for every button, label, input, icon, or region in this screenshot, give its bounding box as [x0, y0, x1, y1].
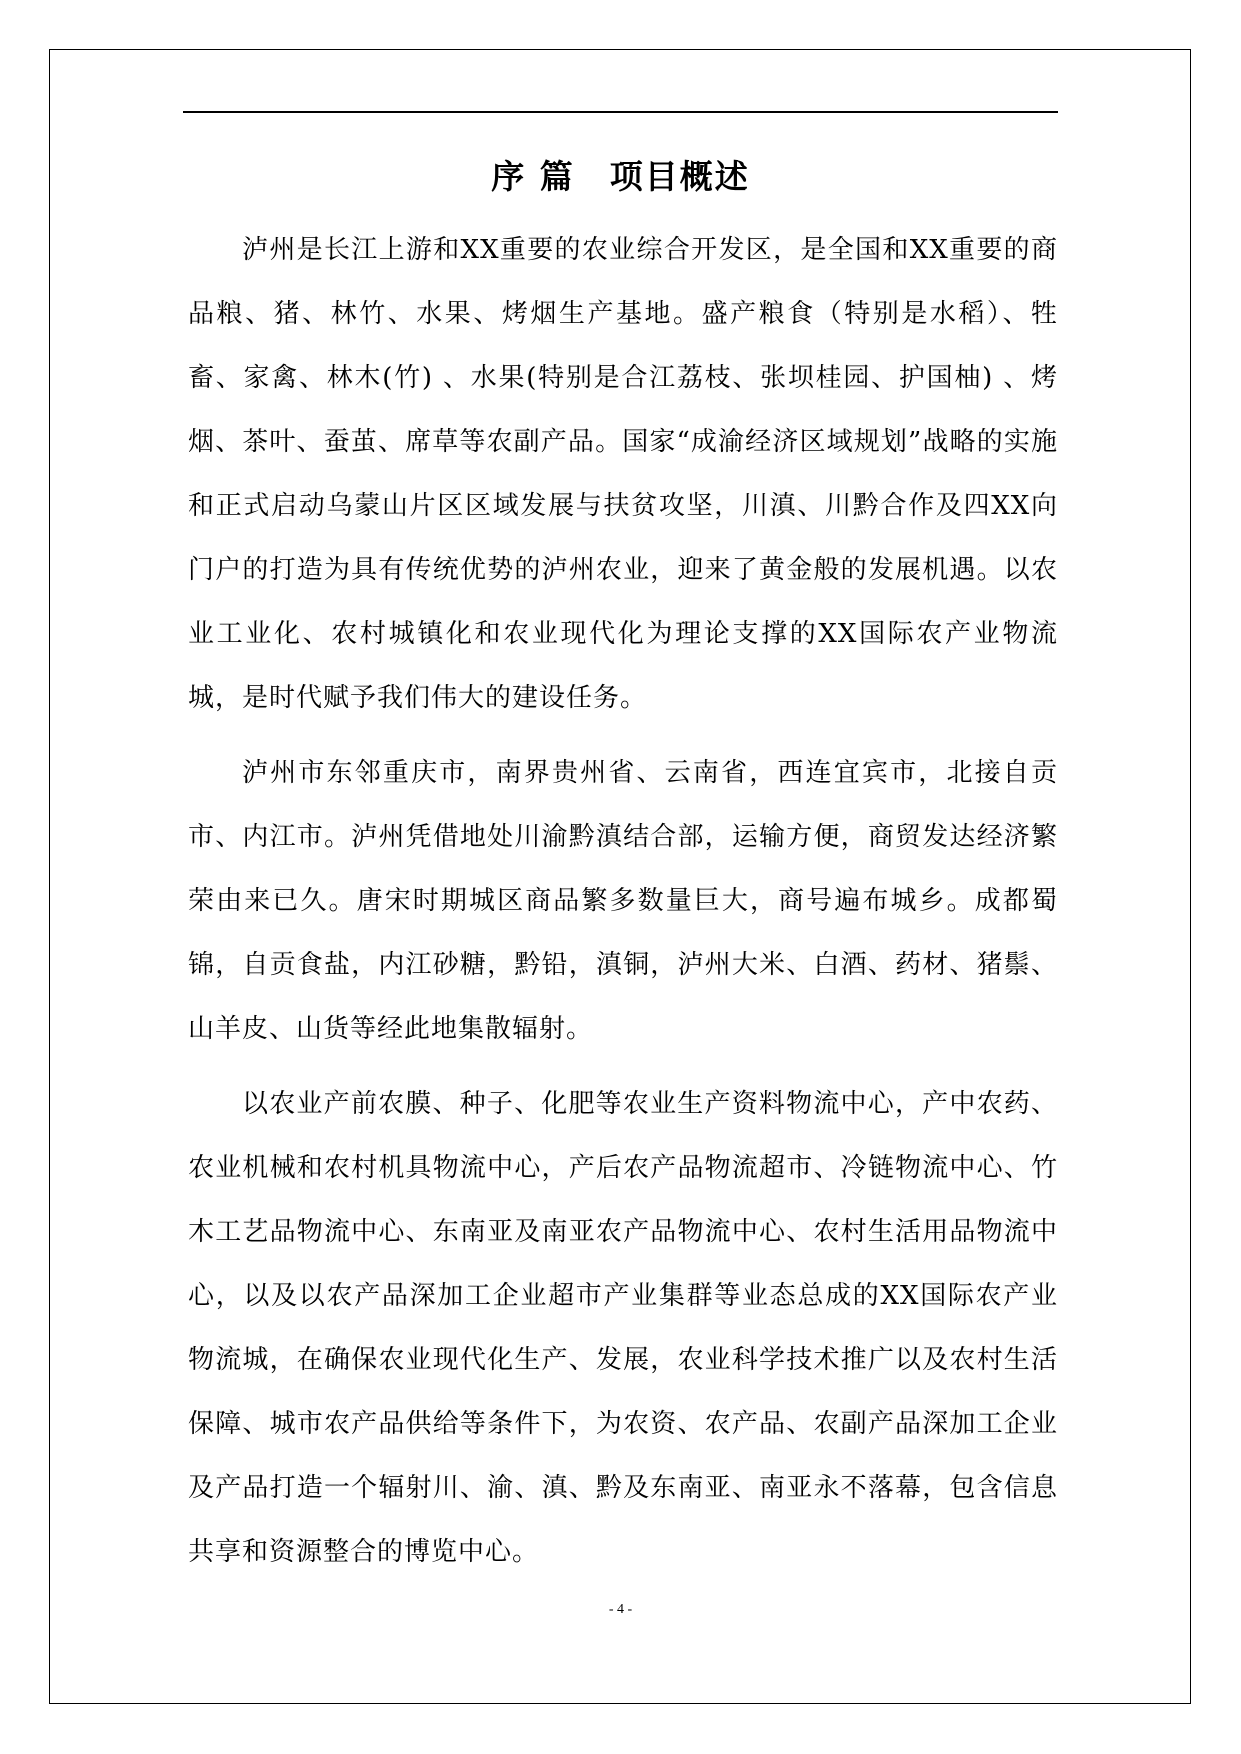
- paragraph-2: 泸州市东邻重庆市，南界贵州省、云南省，西连宜宾市，北接自贡市、内江市。泸州凭借地处川渝黔滇结合部，运输方便，商贸发达经济繁荣由来已久。唐宋时期城区商品繁多数量巨大，商号遍布城乡。成都蜀锦，自贡食盐，内江砂糖，黔铅，滇铜，泸州大米、白酒、药材、猪鬃、山羊皮、山货等经此地集散辐射。: [188, 758, 1058, 1044]
- paragraph-3: 以农业产前农膜、种子、化肥等农业生产资料物流中心，产中农药、农业机械和农村机具物流中心，产后农产品物流超市、冷链物流中心、竹木工艺品物流中心、东南亚及南亚农产品物流中心、农村生活用品物流中心，以及以农产品深加工企业超市产业集群等业态总成的XX国际农产业物流城，在确保农业现代化生产、发展，农业科学技术推广以及农村生活保障、城市农产品供给等条件下，为农资、农产品、农副产品深加工企业及产品打造一个辐射川、渝、滇、黔及东南亚、南亚永不落幕，包含信息共享和资源整合的博览中心。: [188, 1089, 1058, 1567]
- page-number: - 4 -: [608, 1602, 633, 1617]
- body-text: [188, 218, 1058, 1595]
- header-rule: [183, 111, 1058, 113]
- page-title: 序 篇 项目概述: [491, 157, 750, 196]
- paragraph-1: 泸州是长江上游和XX重要的农业综合开发区，是全国和XX重要的商品粮、猪、林竹、水果、烤烟生产基地。盛产粮食（特别是水稻）、牲畜、家禽、林木(竹) 、水果(特别是合江荔枝、张坝桂园、护国柚) 、烤烟、茶叶、蚕茧、席草等农副产品。国家“成渝经济区域规划”战略的实施和正式启动乌蒙山片区区域发展与扶贫攻坚，川滇、川黔合作及四XX向门户的打造为具有传统优势的泸州农业，迎来了黄金般的发展机遇。以农业工业化、农村城镇化和农业现代化为理论支撑的XX国际农产业物流城，是时代赋予我们伟大的建设任务。: [188, 235, 1058, 713]
